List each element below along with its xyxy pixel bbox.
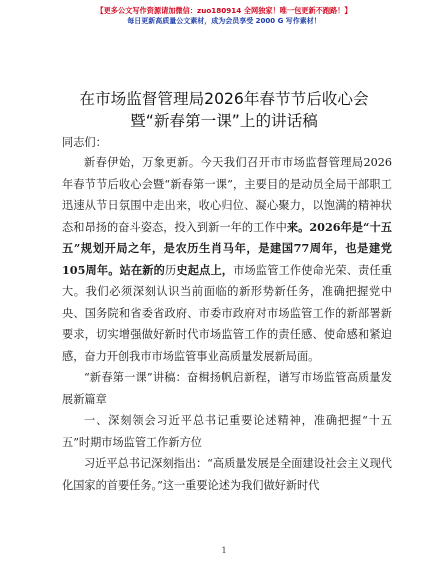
intro-part-c: 历 (165, 263, 177, 277)
document-body (62, 152, 392, 496)
page-number: 1 (221, 546, 227, 555)
promo-line-2: 每日更新高质量公文素材，成为会员享受 2000 G 写作素材！ (127, 17, 321, 25)
promo-header (0, 6, 448, 26)
paragraph-lecture-title: “新春第一课”讲稿：奋楫扬帆启新程，谱写市场监管高质量发展新篇章 (62, 371, 392, 406)
intro-part-e: 市场监管工作使命光荣、责任重大。我们必须深刻认识当前面临的新形势新任务，准确把握党中央、国务院和省委省政府、市委市政府对市场监管工作的新部署新要求，切实增强做好新时代市场监管工作的责任感、使命感和紧迫感，奋力开创我市市场监管事业高质量发展新局面。 (62, 263, 392, 363)
intro-part-b: 来。2026年是“十五五”规划开局之年，是农历生肖马年，是建国77周年，也是建党105周年。站在新的 (62, 219, 392, 277)
title-line-1: 在市场监督管理局2026年春节节后收心会 (79, 90, 369, 108)
document-title (0, 88, 448, 132)
intro-part-a: 新春伊始，万象更新。今天我们召开市市场监督管理局2026年春节节后收心会暨“新春第一课”，主要目的是动员全局干部职工迅速从节日氛围中走出来，收心归位、凝心聚力，以饱满的精神状态和昂扬的奋斗姿态，投入到新一年的工作中 (62, 156, 392, 234)
section-heading-1: 一、深刻领会习近平总书记重要论述精神，准确把握“十五五”时期市场监管工作新方位 (62, 414, 392, 449)
title-line-2: 暨“新春第一课”上的讲话稿 (130, 112, 318, 130)
intro-part-d: 史起点上， (176, 262, 234, 277)
paragraph-quote: 习近平总书记深刻指出：“高质量发展是全面建设社会主义现代化国家的首要任务。”这一重要论述为我们做好新时代 (62, 457, 392, 492)
salutation: 同志们： (62, 136, 107, 149)
salutation-block (62, 132, 392, 154)
promo-line-1: 【更多公文写作资源请加微信：zuo180914 全网独家！唯一包更新不跑路！】 (96, 6, 352, 15)
paragraph-intro (62, 152, 392, 367)
